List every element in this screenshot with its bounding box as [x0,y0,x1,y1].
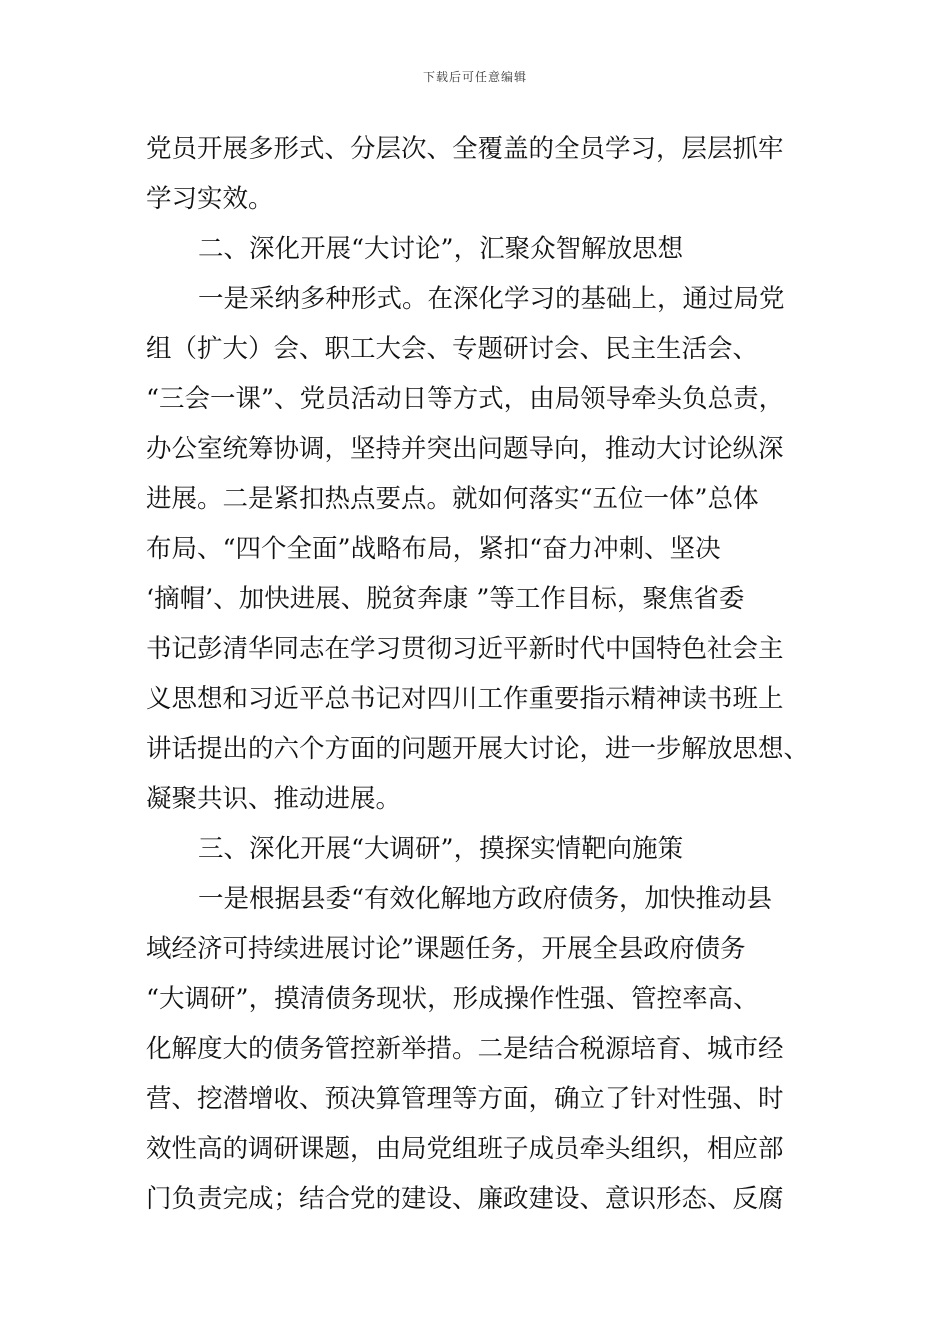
text-line: 组（扩大）会、职工大会、专题研讨会、民主生活会、 [146,334,759,364]
text-line: 书记彭清华同志在学习贯彻习近平新时代中国特色社会主 [146,634,784,664]
text-line: 凝聚共识、推动进展。 [146,784,402,814]
text-line: 一是根据县委“有效化解地方政府债务，加快推动县 [198,884,773,914]
text-line: 进展。二是紧扣热点要点。就如何落实“五位一体”总体 [146,484,759,514]
text-line: 三、深化开展“大调研”，摸探实情靶向施策 [198,834,684,864]
text-line: 讲话提出的六个方面的问题开展大讨论，进一步解放思想、 [146,734,810,764]
text-line: 营、挖潜增收、预决算管理等方面，确立了针对性强、时 [146,1084,784,1114]
text-line: 党员开展多形式、分层次、全覆盖的全员学习，层层抓牢 [146,134,784,164]
text-line: 布局、“四个全面”战略布局，紧扣“奋力冲刺、坚决 [146,534,721,564]
text-line: 一是采纳多种形式。在深化学习的基础上，通过局党 [198,284,785,314]
text-line: 办公室统筹协调，坚持并突出问题导向，推动大讨论纵深 [146,434,784,464]
text-line: 学习实效。 [146,184,274,214]
text-line: 域经济可持续进展讨论”课题任务，开展全县政府债务 [146,934,746,964]
page-header-note: 下载后可任意编辑 [422,70,527,84]
text-line: “三会一课”、党员活动日等方式，由局领导牵头负总责， [146,384,785,414]
text-line: 效性高的调研课题，由局党组班子成员牵头组织，相应部 [146,1134,784,1164]
text-line: 义思想和习近平总书记对四川工作重要指示精神读书班上 [146,684,784,714]
document-body [146,124,810,1224]
text-line: 门负责完成；结合党的建设、廉政建设、意识形态、反腐 [146,1184,784,1214]
text-line: “大调研”，摸清债务现状，形成操作性强、管控率高、 [146,984,759,1014]
text-line: ‘摘帽’、加快进展、脱贫奔康 ”等工作目标，聚焦省委 [146,584,745,614]
text-line: 化解度大的债务管控新举措。二是结合税源培育、城市经 [146,1034,784,1064]
text-line: 二、深化开展“大讨论”，汇聚众智解放思想 [198,234,684,264]
